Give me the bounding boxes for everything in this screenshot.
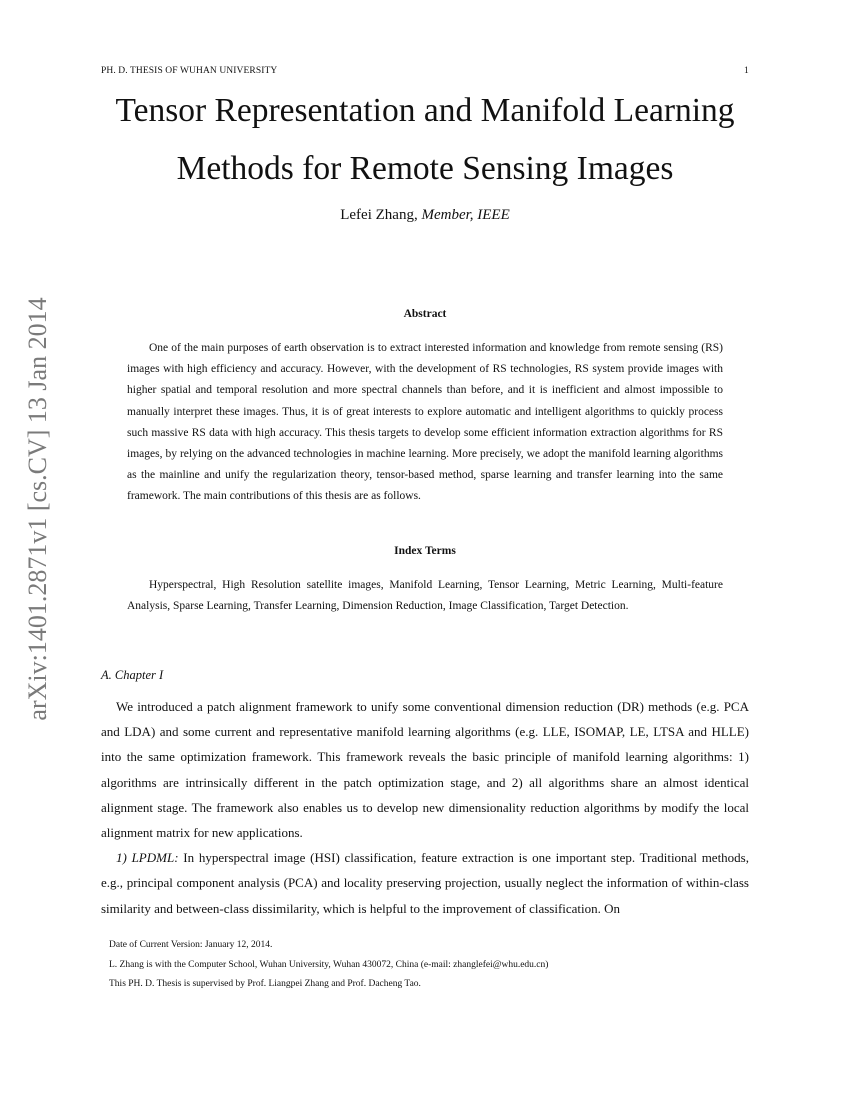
title-line-2: Methods for Remote Sensing Images <box>176 150 674 187</box>
title-line-1: Tensor Representation and Manifold Learning <box>115 92 735 129</box>
running-header: PH. D. THESIS OF WUHAN UNIVERSITY <box>101 66 278 76</box>
index-terms-text: Hyperspectral, High Resolution satellite images, Manifold Learning, Tensor Learning, Metric Learning, Multi-feature Analysis, Sparse Learning, Transfer Learning, Dimension Reduction, Image Classification, Target Detection. <box>127 579 723 613</box>
footnotes <box>109 936 548 995</box>
author-affiliation: Member, IEEE <box>421 207 510 223</box>
section-heading: A. Chapter I <box>101 668 164 682</box>
arxiv-stamp: arXiv:1401.2871v1 [cs.CV] 13 Jan 2014 <box>23 297 52 721</box>
page-number: 1 <box>744 66 749 76</box>
abstract-heading: Abstract <box>403 308 447 320</box>
footnote-affiliation: L. Zhang is with the Computer School, Wuhan University, Wuhan 430072, China (e-mail: zhanglefei@whu.edu.cn) <box>109 959 549 970</box>
paragraph-2-text: In hyperspectral image (HSI) classification, feature extraction is one important step. Traditional methods, e.g., principal component analysis (PCA) and locality preserving projection, usually neglect the information of within-class similarity and between-class dissimilarity, which is helpful to the improvement of classification. On <box>101 850 749 916</box>
abstract-text: One of the main purposes of earth observation is to extract interested information and knowledge from remote sensing (RS) images with high efficiency and accuracy. However, with the development of RS technologies, RS system provide images with higher spatial and temporal resolution and more spectral channels than before, and it is inefficient and almost impossible to manually interpret these images. Thus, it is of great interests to explore automatic and intelligent algorithms to quickly process such massive RS data with high accuracy. This thesis targets to develop some efficient information extraction algorithms for RS images, by relying on the advanced technologies in machine learning. More precisely, we adopt the manifold learning algorithms as the mainline and unify the regularization theory, tensor-based method, sparse learning and transfer learning into the same framework. The main contributions of this thesis are as follows. <box>127 342 723 503</box>
paragraph-1: We introduced a patch alignment framework to unify some conventional dimension reduction (DR) methods (e.g. PCA and LDA) and some current and representative manifold learning algorithms (e.g. LLE, ISOMAP, LE, LTSA and HLLE) into the same optimization framework. This framework reveals the basic principle of manifold learning algorithms: 1) algorithms are intrinsically different in the patch optimization stage, and 2) all algorithms share an almost identical alignment stage. The framework also enables us to develop new dimensionality reduction algorithms by modify the local alignment matrix for new applications. <box>101 699 749 841</box>
author-line <box>40 207 810 224</box>
footnote-supervisor: This PH. D. Thesis is supervised by Prof. Liangpei Zhang and Prof. Dacheng Tao. <box>109 979 421 990</box>
author-name: Lefei Zhang, <box>340 207 418 223</box>
body-text <box>101 694 749 921</box>
paragraph-2 <box>101 845 749 921</box>
subsection-label: 1) LPDML: <box>116 850 179 866</box>
paper-title <box>40 82 810 198</box>
index-terms-heading: Index Terms <box>394 545 456 557</box>
footnote-date: Date of Current Version: January 12, 2014. <box>109 940 273 950</box>
